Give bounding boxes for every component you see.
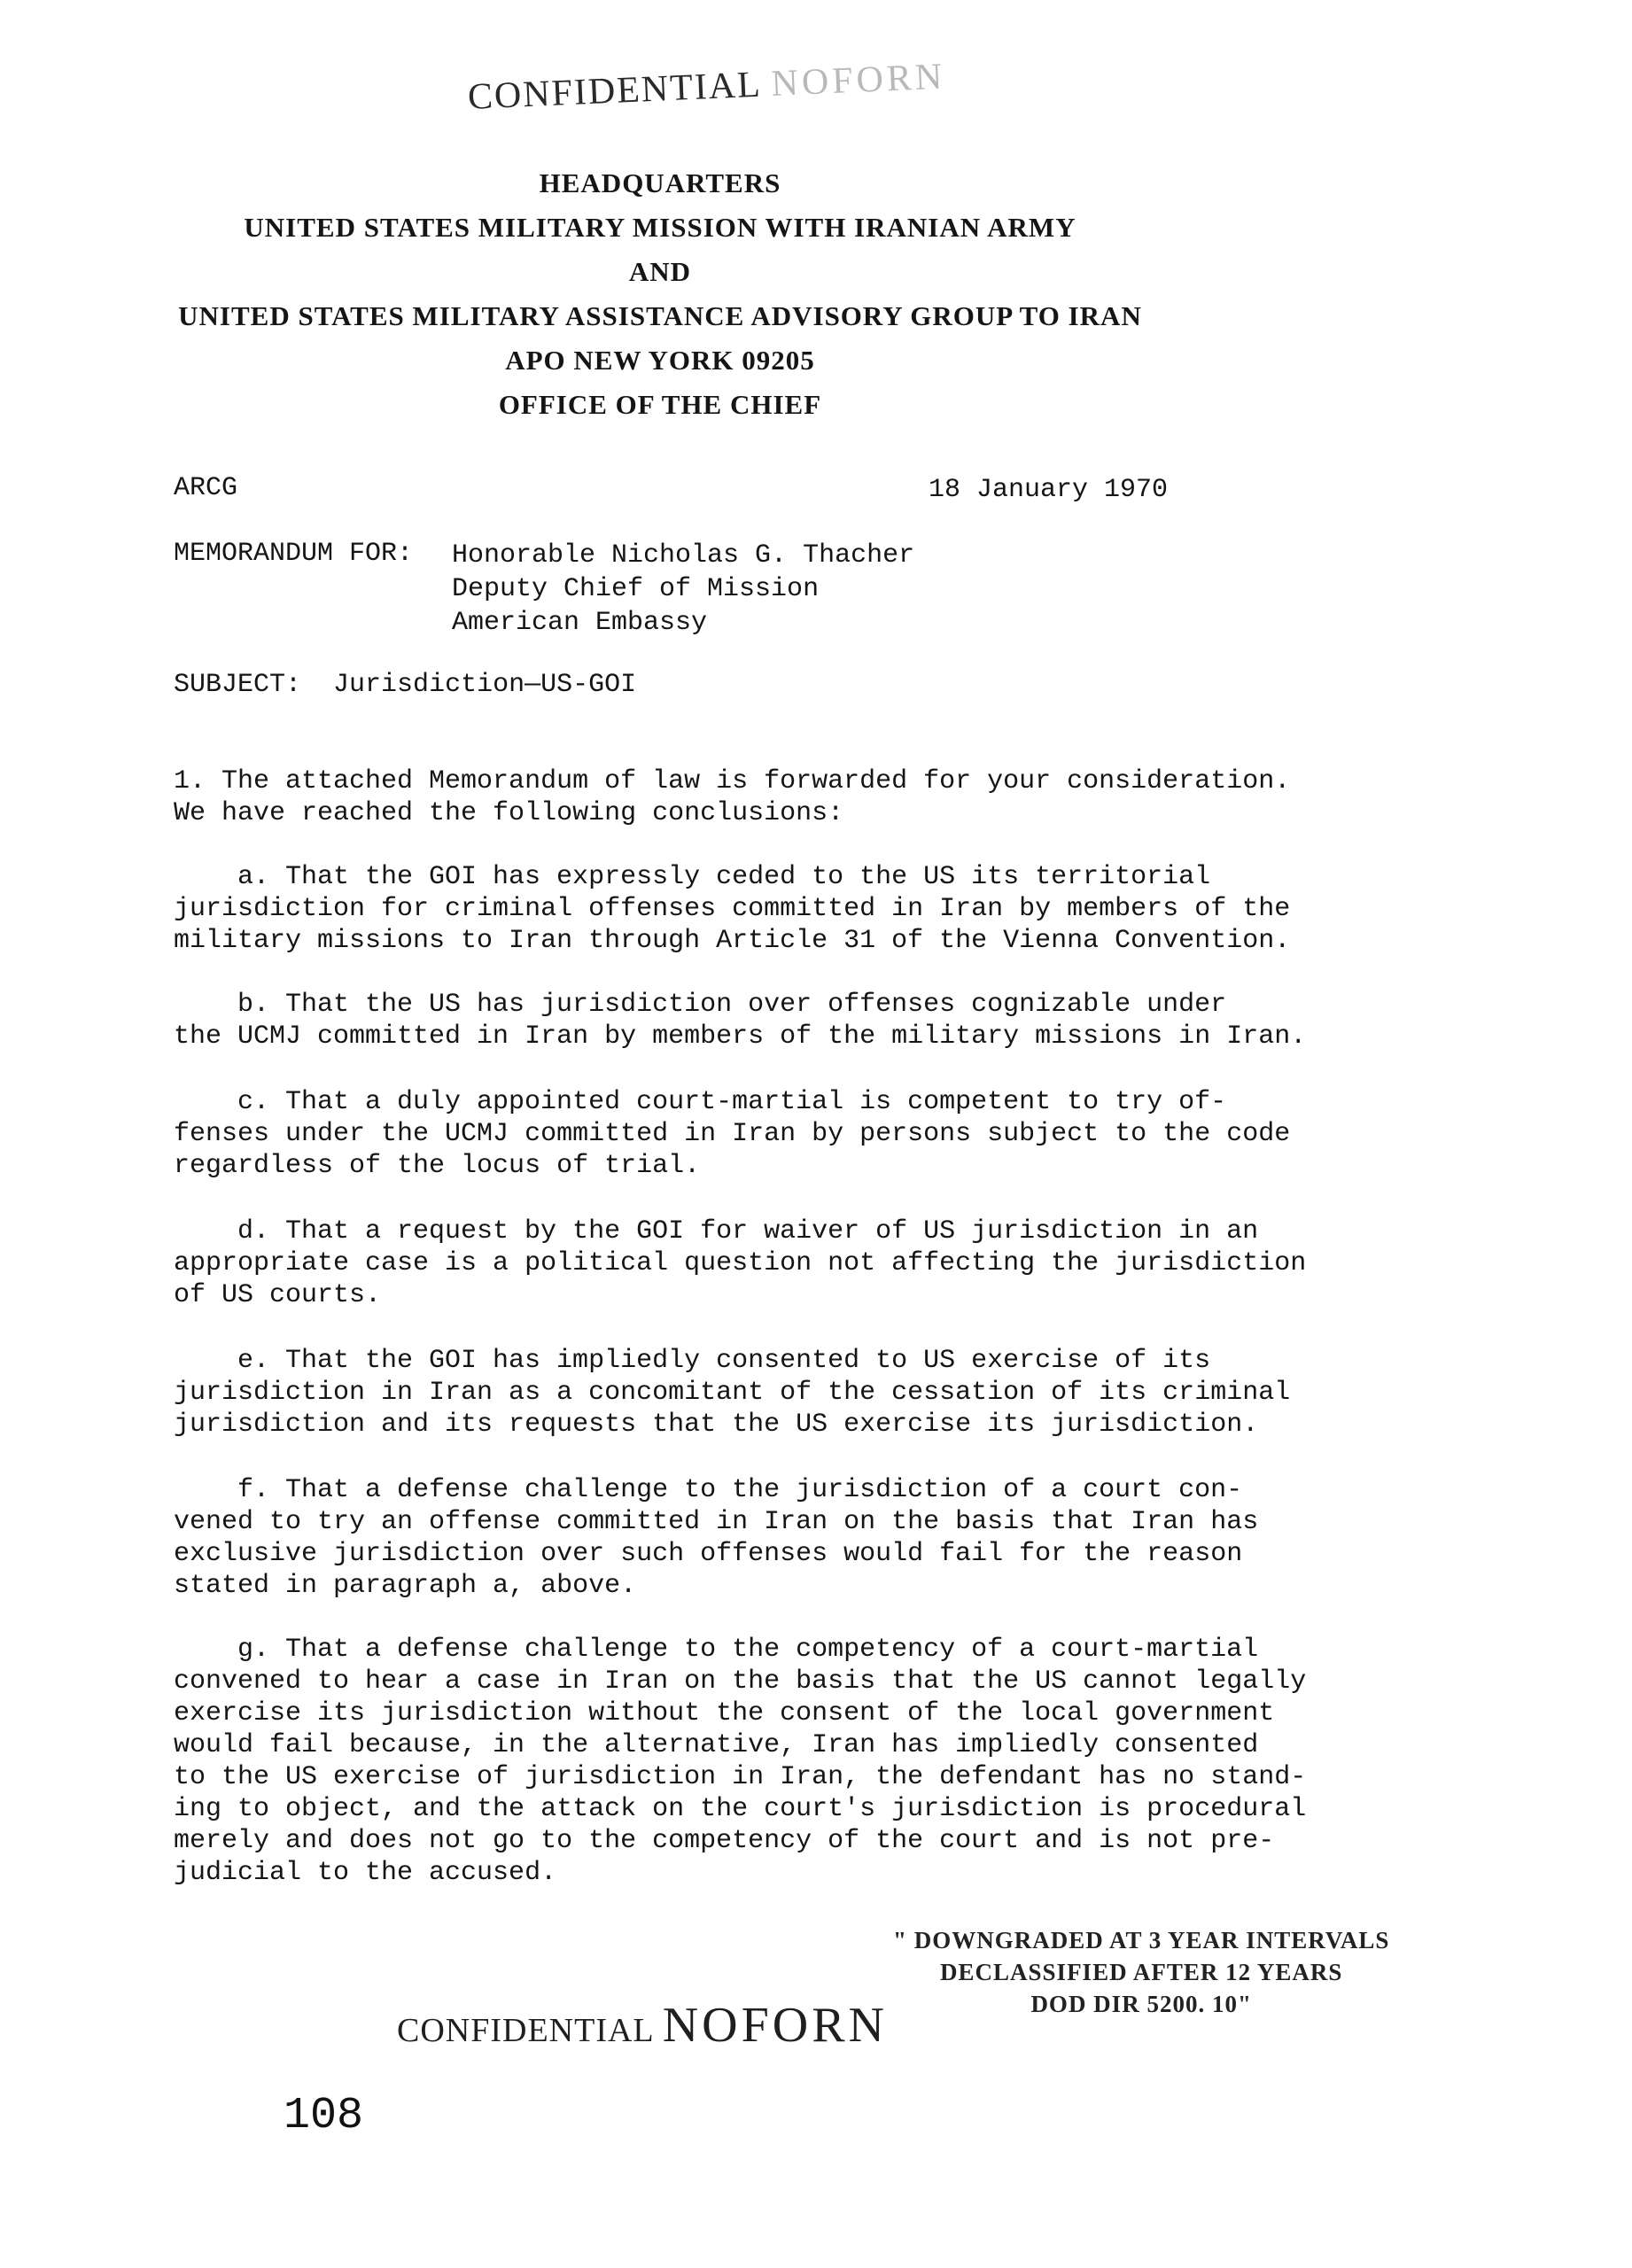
- paragraph-line: e. That the GOI has impliedly consented to US exercise of its: [237, 1346, 1211, 1376]
- paragraph-line: appropriate case is a political question not affecting the jurisdiction: [174, 1248, 1307, 1278]
- paragraph-c: [174, 1086, 1361, 1182]
- paragraph-d: [174, 1216, 1361, 1311]
- paragraph-line: We have reached the following conclusions:: [174, 798, 844, 828]
- paragraph-line: g. That a defense challenge to the competency of a court-martial: [237, 1635, 1259, 1665]
- letterhead-line-5: APO NEW YORK 09205: [505, 345, 815, 376]
- noforn-stamp-bottom: NOFORN: [662, 1998, 888, 2053]
- letterhead-line-1: HEADQUARTERS: [539, 167, 781, 198]
- paragraph-line: b. That the US has jurisdiction over offenses cognizable under: [237, 990, 1227, 1020]
- declassification-stamp: [893, 1924, 1389, 2020]
- paragraph-line: ing to object, and the attack on the court's jurisdiction is procedural: [174, 1794, 1307, 1824]
- paragraph-line: 1. The attached Memorandum of law is forwarded for your consideration.: [174, 766, 1291, 796]
- paragraph-line: jurisdiction in Iran as a concomitant of the cessation of its criminal: [174, 1378, 1291, 1408]
- confidential-stamp-top: [467, 55, 946, 118]
- addressee-line: Deputy Chief of Mission: [452, 574, 820, 604]
- paragraph-1: [174, 765, 1361, 829]
- paragraph-b: [174, 989, 1361, 1052]
- declassification-line-3: DOD DIR 5200. 10": [1030, 1991, 1252, 2017]
- confidential-stamp-bottom: [397, 1997, 888, 2054]
- paragraph-line: merely and does not go to the competency of the court and is not pre-: [174, 1826, 1275, 1856]
- paragraph-line: jurisdiction for criminal offenses committed in Iran by members of the: [174, 894, 1291, 924]
- paragraph-a: [174, 861, 1361, 957]
- paragraph-line: of US courts.: [174, 1280, 382, 1310]
- noforn-stamp-top-faded: NOFORN: [770, 56, 947, 105]
- paragraph-line: jurisdiction and its requests that the US exercise its jurisdiction.: [174, 1410, 1259, 1440]
- paragraph-line: exclusive jurisdiction over such offenses would fail for the reason: [174, 1539, 1243, 1569]
- subject-text: Jurisdiction—US-GOI: [333, 670, 637, 700]
- paragraph-line: military missions to Iran through Article 31 of the Vienna Convention.: [174, 926, 1291, 956]
- paragraph-e: [174, 1345, 1361, 1441]
- paragraph-line: would fail because, in the alternative, Iran has impliedly consented: [174, 1730, 1259, 1760]
- letterhead: [133, 161, 1187, 427]
- subject-line: [174, 670, 636, 700]
- letterhead-line-3: AND: [628, 256, 692, 287]
- memo-date: 18 January 1970: [929, 475, 1169, 505]
- paragraph-line: convened to hear a case in Iran on the basis that the US cannot legally: [174, 1666, 1307, 1697]
- paragraph-line: vened to try an offense committed in Iran on the basis that Iran has: [174, 1507, 1259, 1537]
- addressee-line: American Embassy: [452, 608, 708, 638]
- paragraph-f: [174, 1474, 1361, 1602]
- subject-label: SUBJECT:: [174, 670, 302, 700]
- paragraph-line: the UCMJ committed in Iran by members of the military missions in Iran.: [174, 1021, 1307, 1052]
- declassification-line-1: " DOWNGRADED AT 3 YEAR INTERVALS: [893, 1927, 1390, 1953]
- paragraph-g: [174, 1634, 1361, 1889]
- paragraph-line: to the US exercise of jurisdiction in Iran, the defendant has no stand-: [174, 1762, 1307, 1792]
- memorandum-for-addressee: [452, 539, 914, 640]
- paragraph-line: d. That a request by the GOI for waiver of US jurisdiction in an: [237, 1216, 1259, 1247]
- paragraph-line: c. That a duly appointed court-martial is competent to try of-: [237, 1087, 1227, 1117]
- paragraph-line: f. That a defense challenge to the jurisdiction of a court con-: [237, 1475, 1243, 1505]
- confidential-stamp-top-text: CONFIDENTIAL: [466, 64, 762, 118]
- confidential-stamp-bottom-text: CONFIDENTIAL: [397, 2012, 654, 2049]
- letterhead-line-2: UNITED STATES MILITARY MISSION WITH IRANIAN ARMY: [244, 212, 1076, 243]
- paragraph-line: fenses under the UCMJ committed in Iran by persons subject to the code: [174, 1119, 1291, 1149]
- paragraph-line: regardless of the locus of trial.: [174, 1151, 701, 1181]
- addressee-line: Honorable Nicholas G. Thacher: [452, 540, 915, 571]
- paragraph-line: judicial to the accused.: [174, 1858, 557, 1888]
- letterhead-line-6: OFFICE OF THE CHIEF: [498, 389, 822, 420]
- paragraph-line: exercise its jurisdiction without the consent of the local government: [174, 1698, 1275, 1728]
- paragraph-line: a. That the GOI has expressly ceded to the US its territorial: [237, 862, 1211, 892]
- page-number: 108: [284, 2091, 364, 2141]
- office-symbol: ARCG: [174, 473, 238, 503]
- paragraph-line: stated in paragraph a, above.: [174, 1571, 637, 1601]
- memorandum-for-label: MEMORANDUM FOR:: [174, 539, 414, 569]
- letterhead-line-4: UNITED STATES MILITARY ASSISTANCE ADVISORY GROUP TO IRAN: [178, 300, 1142, 331]
- declassification-line-2: DECLASSIFIED AFTER 12 YEARS: [940, 1959, 1343, 1985]
